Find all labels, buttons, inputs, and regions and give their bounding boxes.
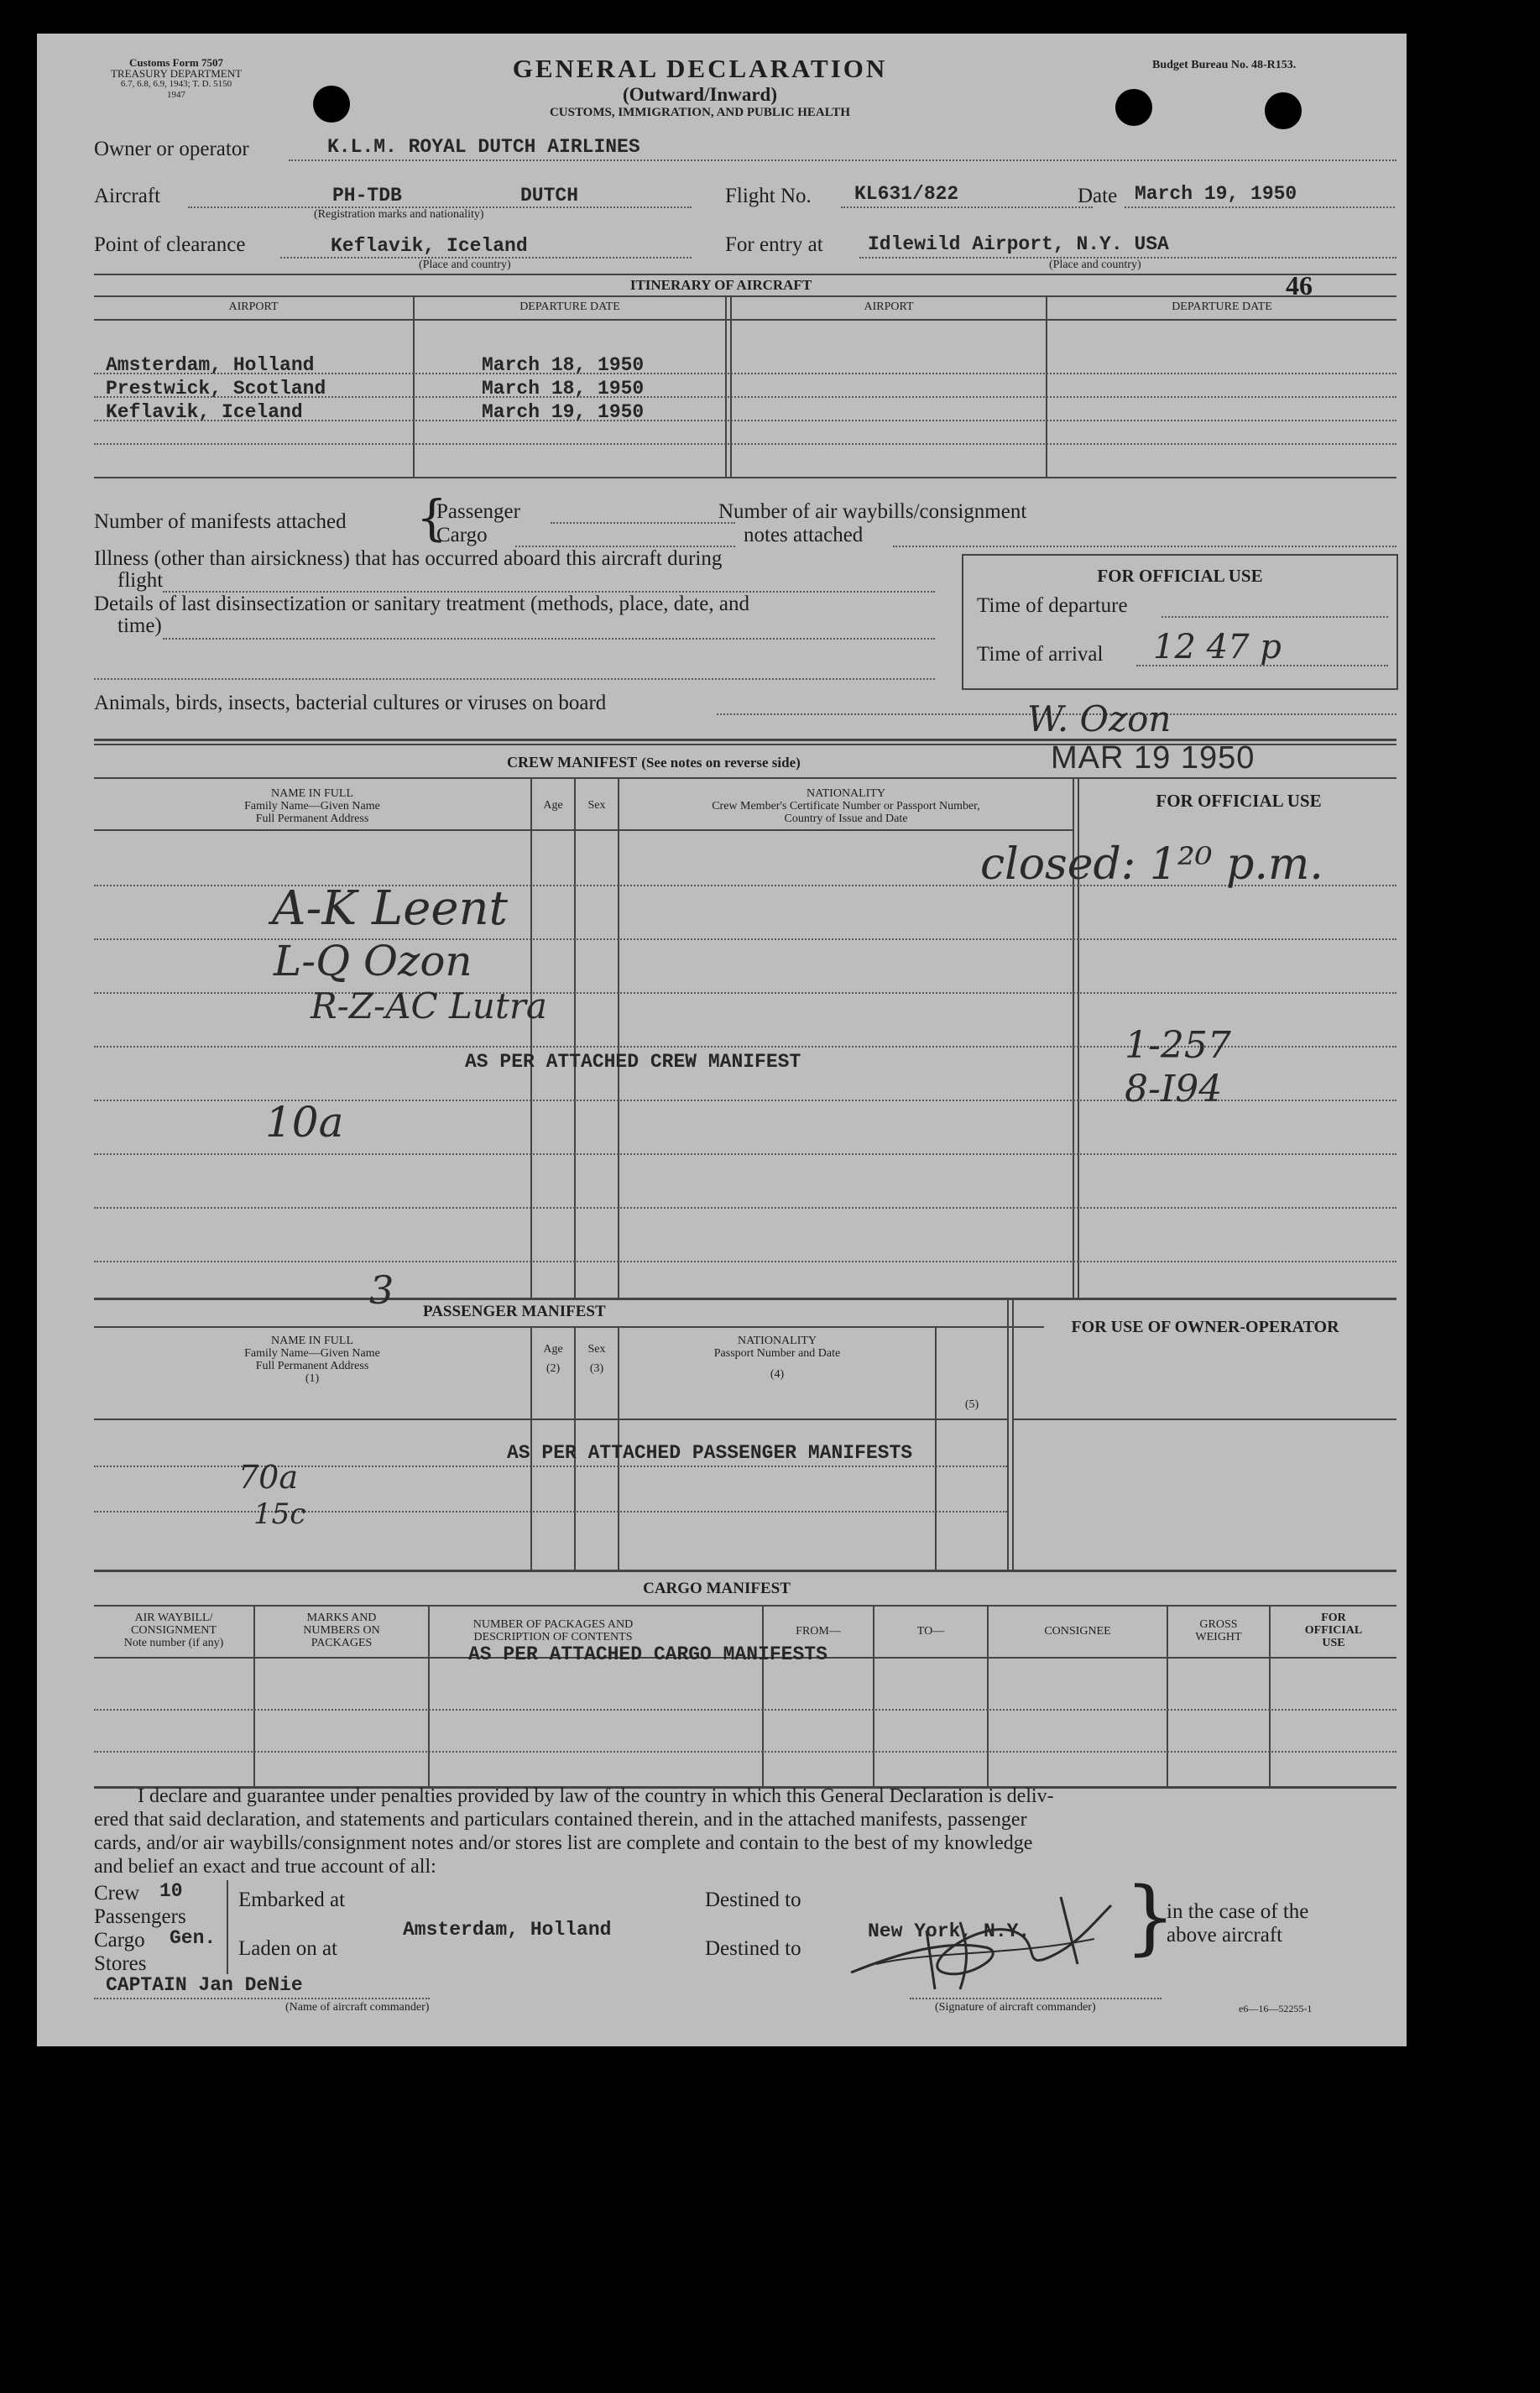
passenger-col-age (532, 1343, 574, 1375)
owner-value: K.L.M. ROYAL DUTCH AIRLINES (327, 136, 640, 158)
declaration-brace: } (1125, 1870, 1177, 1964)
cargo-col-gross-1: GROSS (1199, 1618, 1238, 1631)
passenger-typed-note: AS PER ATTACHED PASSENGER MANIFESTS (507, 1442, 913, 1464)
manifests-label: Number of manifests attached (94, 510, 347, 533)
time-arrival-label: Time of arrival (977, 643, 1104, 666)
punch-hole (313, 86, 350, 123)
declaration-line-3: cards, and/or air waybills/consignment notes and/or stores list are complete and contain to the best of my knowledge (94, 1832, 1033, 1854)
crew-col-name-3: Full Permanent Address (255, 812, 369, 825)
crew-official-use-title: FOR OFFICIAL USE (1156, 791, 1322, 811)
destination-value: New York, N.Y. (868, 1920, 1031, 1942)
illness-label-2: flight (117, 569, 164, 592)
destined-label-2: Destined to (705, 1937, 801, 1960)
cargo-col-official-2: OFFICIAL (1304, 1624, 1363, 1637)
crew-col-nationality (619, 787, 1073, 825)
cargo-col-number-1: NUMBER OF PACKAGES AND (472, 1618, 634, 1631)
form-agencies: CUSTOMS, IMMIGRATION, AND PUBLIC HEALTH (549, 106, 851, 119)
aircraft-note: (Registration marks and nationality) (314, 208, 484, 221)
form-title: GENERAL DECLARATION (512, 54, 888, 83)
cargo-col-waybill-1: AIR WAYBILL/ (134, 1612, 213, 1624)
cargo-col-marks-1: MARKS AND (306, 1612, 377, 1624)
department-name: TREASURY DEPARTMENT (110, 67, 243, 80)
official-use-title: FOR OFFICIAL USE (1097, 566, 1263, 586)
cargo-typed-note: AS PER ATTACHED CARGO MANIFESTS (468, 1643, 827, 1665)
itinerary-col-airport-1: AIRPORT (228, 300, 279, 313)
clearance-place-note: (Place and country) (419, 259, 511, 271)
clearance-label: Point of clearance (94, 233, 246, 256)
crew-col-age: Age (543, 799, 563, 812)
time-departure-label: Time of departure (977, 594, 1128, 617)
waybills-label: Number of air waybills/consignment (718, 500, 1027, 523)
passenger-col-nationality (619, 1335, 935, 1381)
crew-col-name (96, 787, 529, 825)
cargo-col-waybill-3: Note number (if any) (123, 1637, 224, 1649)
cargo-count-label: Cargo (94, 1929, 145, 1951)
case-label-1: in the case of the (1167, 1900, 1309, 1923)
itinerary-col-departure-2: DEPARTURE DATE (1172, 300, 1272, 313)
cargo-col-marks-2: NUMBERS ON (303, 1624, 380, 1637)
cargo-col-to: TO— (916, 1625, 945, 1638)
case-label-2: above aircraft (1167, 1924, 1283, 1946)
crew-col-sex: Sex (587, 799, 606, 812)
passenger-col-name-2: Family Name—Given Name (244, 1347, 380, 1360)
crew-count-label: Crew (94, 1882, 140, 1904)
crew-handwritten-name-1: A-K Leent (272, 881, 509, 936)
declaration-text (94, 1784, 1396, 1878)
entry-place-note: (Place and country) (1049, 259, 1141, 271)
declaration-line-2: ered that said declaration, and statements and particulars contained therein, and in the attached manifests, passenger (94, 1809, 1027, 1831)
crew-col-nat-2: Crew Member's Certificate Number or Passport Number, (712, 800, 980, 812)
form-citation: 6.7, 6.8, 6.9, 1943; T. D. 5150 (120, 79, 232, 89)
cargo-col-marks (255, 1612, 428, 1649)
customs-form-number: Customs Form 7507 (129, 56, 223, 69)
passenger-col-name-num: (1) (305, 1372, 320, 1385)
declaration-line-4: and belief an exact and true account of all: (94, 1856, 436, 1878)
arrival-time-handwritten: 12 47 p (1153, 628, 1282, 666)
entry-label: For entry at (725, 233, 823, 256)
stores-count-label: Stores (94, 1952, 147, 1975)
commander-signature (843, 1872, 1145, 1998)
aircraft-nationality: DUTCH (520, 185, 579, 206)
illness-label: Illness (other than airsickness) that has occurred aboard this aircraft during (94, 547, 723, 570)
embarked-port-value: Amsterdam, Holland (403, 1919, 612, 1941)
passenger-manifest-label: Passenger (436, 500, 520, 523)
flight-label: Flight No. (725, 185, 812, 207)
commander-name: CAPTAIN Jan DeNie (106, 1974, 303, 1996)
cargo-col-consignee: CONSIGNEE (1044, 1625, 1111, 1638)
declaration-form (37, 34, 1407, 2046)
passenger-manifest-title: PASSENGER MANIFEST (423, 1303, 606, 1320)
form-id-block (101, 57, 252, 101)
destined-label-1: Destined to (705, 1889, 801, 1911)
crew-manifest-note: (See notes on reverse side) (641, 755, 801, 771)
itinerary-col-airport-2: AIRPORT (864, 300, 914, 313)
aircraft-registration: PH-TDB (332, 185, 402, 206)
crew-col-nat-3: Country of Issue and Date (784, 812, 908, 825)
passenger-col-age-label: Age (543, 1343, 563, 1356)
crew-handwritten-count: 10a (265, 1098, 344, 1147)
passenger-col-nat-num: (4) (770, 1368, 785, 1381)
embarked-label: Embarked at (238, 1889, 346, 1911)
itinerary-title: ITINERARY OF AIRCRAFT (629, 277, 812, 293)
itinerary-date-2: March 18, 1950 (482, 378, 645, 400)
cargo-manifest-label: Cargo (436, 524, 488, 546)
itinerary-date-3: March 19, 1950 (482, 401, 645, 423)
official-signature: W. Ozon (1027, 698, 1172, 739)
passenger-col-name-1: NAME IN FULL (271, 1335, 353, 1347)
entry-value: Idlewild Airport, N.Y. USA (868, 233, 1169, 255)
passenger-handwritten-1: 70a (238, 1459, 299, 1496)
cargo-count-value: Gen. (170, 1927, 217, 1949)
itinerary-col-departure-1: DEPARTURE DATE (519, 300, 620, 313)
cargo-col-marks-3: PACKAGES (311, 1637, 373, 1649)
declaration-line-1: I declare and guarantee under penalties provided by law of the country in which this General Declaration is deliv- (138, 1785, 1054, 1807)
cargo-col-gross (1168, 1618, 1269, 1643)
clearance-value: Keflavik, Iceland (331, 235, 528, 257)
passengers-count-label: Passengers (94, 1905, 186, 1928)
passenger-col-age-num: (2) (546, 1362, 561, 1375)
passenger-col-name-3: Full Permanent Address (255, 1360, 369, 1372)
waybills-label-2: notes attached (744, 524, 864, 546)
crew-col-name-1: NAME IN FULL (271, 787, 353, 800)
signature-note: (Signature of aircraft commander) (935, 2001, 1096, 2014)
punch-hole (1115, 89, 1152, 126)
page-number: 46 (1286, 270, 1313, 300)
form-title-block (448, 54, 952, 120)
date-label: Date (1078, 185, 1118, 207)
crew-code-2: 8-I94 (1125, 1068, 1223, 1110)
itinerary-airport-2: Prestwick, Scotland (106, 378, 326, 400)
flight-value: KL631/822 (854, 183, 959, 205)
crew-closed-note: closed: 1²⁰ p.m. (980, 839, 1323, 890)
date-value: March 19, 1950 (1135, 183, 1297, 205)
laden-label: Laden on at (238, 1937, 338, 1960)
aircraft-label: Aircraft (94, 185, 161, 207)
budget-bureau-number: Budget Bureau No. 48-R153. (1152, 59, 1297, 71)
crew-manifest-title-block (507, 754, 801, 771)
passenger-col-sex-num: (3) (589, 1362, 604, 1375)
print-code: e6—16—52255-1 (1239, 2003, 1313, 2014)
animals-label: Animals, birds, insects, bacterial cultures or viruses on board (94, 692, 607, 714)
crew-count-value: 10 (159, 1880, 183, 1902)
disinsect-label: Details of last disinsectization or sanitary treatment (methods, place, date, and (94, 593, 749, 615)
crew-handwritten-name-3: R-Z-AC Lutra (311, 985, 547, 1027)
form-subtitle: (Outward/Inward) (622, 84, 777, 105)
crew-code-1: 1-257 (1125, 1024, 1231, 1067)
form-citation-year: 1947 (167, 90, 185, 100)
crew-typed-note: AS PER ATTACHED CREW MANIFEST (465, 1051, 801, 1073)
cargo-col-official (1271, 1612, 1396, 1649)
manifests-brace: { (416, 489, 447, 546)
cargo-col-number (430, 1618, 676, 1643)
crew-handwritten-name-2: L-Q Ozon (274, 937, 472, 985)
passenger-handwritten-2: 15c (253, 1497, 306, 1531)
cargo-col-gross-2: WEIGHT (1195, 1631, 1242, 1643)
itinerary-date-1: March 18, 1950 (482, 354, 645, 376)
passenger-col-name (96, 1335, 529, 1385)
cargo-col-official-3: USE (1322, 1637, 1345, 1649)
cargo-col-waybill-2: CONSIGNMENT (131, 1624, 217, 1637)
received-date-stamp: MAR 19 1950 (1051, 740, 1255, 776)
passenger-col-5: (5) (964, 1398, 979, 1411)
passenger-col-nat-2: Passport Number and Date (713, 1347, 841, 1360)
disinsect-label-2: time) (117, 614, 162, 637)
itinerary-airport-1: Amsterdam, Holland (106, 354, 315, 376)
cargo-col-from: FROM— (796, 1625, 841, 1638)
commander-name-note: (Name of aircraft commander) (285, 2001, 430, 2014)
punch-hole (1265, 92, 1302, 129)
crew-col-nat-1: NATIONALITY (806, 787, 886, 800)
cargo-col-official-1: FOR (1321, 1612, 1346, 1624)
crew-col-name-2: Family Name—Given Name (244, 800, 380, 812)
cargo-manifest-title: CARGO MANIFEST (643, 1580, 791, 1597)
passenger-count-handwritten: 3 (369, 1267, 394, 1313)
cargo-col-number-2: DESCRIPTION OF CONTENTS (473, 1631, 633, 1643)
passenger-col-nat-1: NATIONALITY (737, 1335, 817, 1347)
passenger-col-sex (576, 1343, 618, 1375)
passenger-col-sex-label: Sex (587, 1343, 606, 1356)
itinerary-airport-3: Keflavik, Iceland (106, 401, 303, 423)
crew-manifest-title: CREW MANIFEST (507, 754, 638, 771)
owner-label: Owner or operator (94, 138, 249, 160)
cargo-col-waybill (96, 1612, 252, 1649)
owner-operator-title: FOR USE OF OWNER-OPERATOR (1071, 1318, 1339, 1336)
